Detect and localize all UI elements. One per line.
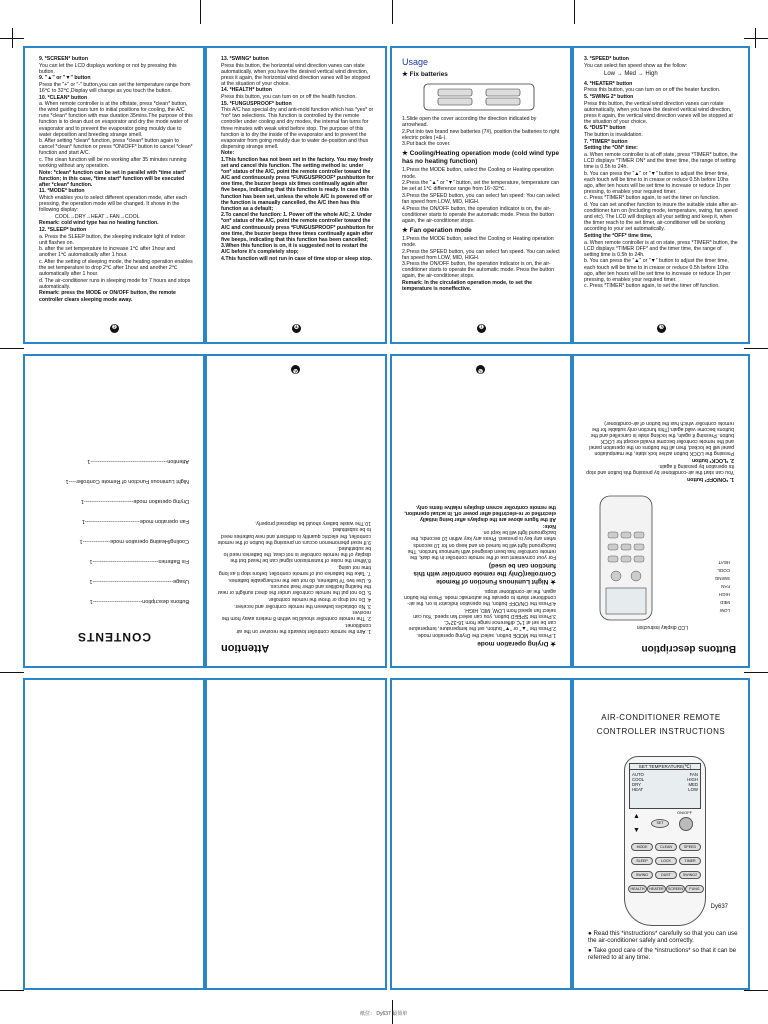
cover-note: ● Take good care of the *instructions* so that it can be referred to at any time. xyxy=(588,947,737,961)
text-line: 5. *SWING 2* button xyxy=(584,93,634,100)
remote-onoff-label: ON/OFF xyxy=(677,810,693,815)
lcd-label: LOW xyxy=(719,608,730,613)
page-number: ❸ xyxy=(658,325,665,331)
remote-onoff-button xyxy=(679,817,693,831)
text-line: 1.Slide open the cover according the direction indicated by arrowhead. xyxy=(402,116,537,129)
text-line: Press this button, you can turn on or off the heater function. xyxy=(584,87,721,94)
battery-diagram xyxy=(404,80,554,114)
cover-title-line1: AIR-CONDITIONER REMOTE xyxy=(601,713,721,722)
page-panel-1 xyxy=(390,46,572,344)
text-line: Remark: cold wind type has no heating function. xyxy=(39,220,159,227)
page-number: ❶ xyxy=(478,325,485,331)
toc-row: Cooling/Heating operation mode---------------1 xyxy=(79,538,189,544)
text-line: 4. *HEATER* button xyxy=(584,80,633,87)
lcd-fan-list xyxy=(687,772,698,792)
print-footer: 纸位： Dy637 最简单 xyxy=(360,1011,408,1017)
crop-mark xyxy=(744,348,768,349)
text-line: 7. Take the batteries out of remote controller, before stop it as long time not using. xyxy=(218,564,371,577)
text-line: a. Press the SLEEP button, the sleeping indicator light of indoor unit flashes on. xyxy=(39,233,186,246)
text-line: Note: *clean* function can be set in parallel with *time start* function; in this case, *time start* function will be executed after *clean* function. xyxy=(39,169,187,188)
crop-mark xyxy=(0,672,24,673)
remote-button: SWING2 xyxy=(679,871,701,879)
text-line: b. after the set temperature to increase 1℃ after 1hour and another 1℃ automatically after 1 hour. xyxy=(39,246,176,259)
crop-mark xyxy=(744,990,768,991)
page-number: ❹ xyxy=(293,325,300,331)
toc-row: Buttons description---------------------------1 xyxy=(89,598,189,604)
text-line: Remark: press the MODE or ON/OFF button, the remote controller clears sleeping mode away. xyxy=(39,290,176,303)
text-line: Press the "+" or "-" button,you can set the temperature range from 16℃ to 32℃,Display will change as you touch the button. xyxy=(39,81,191,94)
text-line: 3.Press the SPEED button, you can select fan speed: You can select fan speed from LOW, MID, HIGH. xyxy=(402,192,560,205)
text-line: Which enables you to select different operation mode, after each pressing, the operation mode will be changed. It shows in the following display: xyxy=(39,195,188,214)
cover-panel xyxy=(572,678,750,990)
cover-note-text: Take good care of the *instructions* so that it can be referred to at any time. xyxy=(588,947,737,961)
text-line: 3. No obstacles between the remote controller and receiver. xyxy=(234,602,371,609)
section-heading: ★ Fan operation mode xyxy=(402,226,472,234)
text-line: 14. *HEALTH* button xyxy=(221,87,272,94)
lcd-label: COOL xyxy=(717,568,730,573)
remote-down-arrow: ▼ xyxy=(633,827,640,834)
blank-panel xyxy=(23,678,205,990)
text-line: All the figure above are the displays after being initially electrified or re-electrified after power off. In actual operation, the remote controller screen displays relative items only. xyxy=(404,504,556,523)
text-line: c. Press *TIMER* button again, to set the timer on function. xyxy=(584,195,720,202)
crop-mark xyxy=(744,38,768,39)
remote-up-arrow: ▲ xyxy=(633,813,640,820)
text-line: 1.Press the MODE button, select the Cooling or Heating operation mode. xyxy=(402,167,554,180)
text-line: Setting the *OFF* time time, xyxy=(584,233,653,240)
rotated-page xyxy=(25,356,203,666)
toc-row: Drying operation mode---------------------------1 xyxy=(80,498,189,504)
contents-title: CONTENTS xyxy=(77,630,151,644)
text-line: 7. *TIMER* button xyxy=(584,138,628,145)
panel-text xyxy=(584,382,734,482)
text-line: For your convenient use of the remote controller in the dark, the remote controller has been designed with luminous function. The background light will be turned on and keep on for 10 seconds when any key is pressed. Press any key within 10 seconds, the background light will be kept on. xyxy=(407,529,556,560)
text-line: 3.When this function is on, it is suggested not to restart the A/C before it's completely stop; xyxy=(221,243,368,256)
lcd-fan: LOW xyxy=(688,787,698,792)
text-line: c. Press *TIMER* button again, to set the timer off function. xyxy=(584,283,720,290)
text-line: The button is invalidation. xyxy=(584,132,643,139)
text-line: 5. Do not put the remote controller under the direct sunlight or near the heating facilities and other heat sources. xyxy=(217,583,371,596)
lcd-label: HEAT xyxy=(718,560,730,565)
remote-button: LOCK xyxy=(655,857,677,865)
panel-text xyxy=(584,56,738,316)
model-number: Dy637 xyxy=(710,904,728,910)
text-line: Press this button, you can turn on or off the health function. xyxy=(221,94,357,101)
lcd-label-list xyxy=(715,558,730,614)
remote-lcd xyxy=(629,763,701,809)
lcd-display-caption: LCD display instruction xyxy=(636,624,688,630)
remote-button: TIMER xyxy=(679,857,701,865)
text-line: COOL→DRY→HEAT→FAN→COOL xyxy=(55,213,140,220)
text-line: 3.Press the SPEED button, you can select fan speed. You can select fan speed from LOW, MID, HIGH. xyxy=(413,606,556,619)
text-line: 3.Put back the cover. xyxy=(402,141,451,148)
text-line: Press this button, the horizontal wind direction vanes can state automatically, when you have the desired vertical wind direction, press it again, the horizontal wind direction vanes will be stopped at the situation of your choice. xyxy=(221,62,371,87)
text-line: a. When remote controller is at off state, press *TIMER* button, the LCD displays *TIMER ON* and the timer time, the range of setting time is 0.5h to 24h. xyxy=(584,151,738,170)
text-line: 11. *MODE* button xyxy=(39,188,85,195)
remote-button: MODE xyxy=(631,843,653,851)
toc-row: Fix Batteries------------------------------------1 xyxy=(89,558,189,564)
text-line: b. You can press the "▲" or "▼" button to adjust the timer time, each touch will be time to in crease or reduce 0.5h before 10hs ago, after ten hours will be set time to increase or reduce 1h per pressing, to enables your required timer. xyxy=(584,258,731,283)
panel-text xyxy=(402,56,560,316)
crop-mark xyxy=(744,672,768,673)
blank-panel xyxy=(390,678,572,990)
text-line: 2.Press the "▲" or "▼" button, set the temperature, temperature can be set at 1℃ difference range from 16~32℃. xyxy=(402,180,560,193)
text-line: You can let the LCD displays working or not by pressing this button. xyxy=(39,62,177,75)
text-line: Low → Med → High xyxy=(604,70,658,77)
rotated-page xyxy=(392,356,570,666)
attention-title: Attention xyxy=(221,642,270,654)
page-panel-3 xyxy=(572,46,750,344)
buttons-description-title: Buttons description xyxy=(641,643,736,654)
text-line: Setting the *ON* time: xyxy=(584,145,638,152)
usage-heading: Usage xyxy=(402,57,429,67)
toc-row: Night Luminous Function of Remote Controller----1 xyxy=(65,478,189,484)
text-line: You can start the air-conditioner by pressing this button and stop its operation by pressing it again. xyxy=(586,463,734,476)
panel-text xyxy=(221,56,375,316)
text-line: 4.Press the ON/OFF button, the operation indicator is on, the air-conditioner starts to operate the automatic mode. Press the button again, the air-conditioner stops. xyxy=(402,205,554,224)
section-heading: ★ Fix batteries xyxy=(402,71,448,78)
lcd-fan: MED xyxy=(688,782,698,787)
section-heading: ★ Night Luminous Function of Remote Controller(Only the remote controller with this function can be used) xyxy=(413,561,556,585)
crop-mark xyxy=(755,28,756,48)
text-line: Note: xyxy=(221,150,235,157)
text-line: 9. "▲" or "▼" button xyxy=(39,75,91,82)
text-line: 4.This function will not run in case of time stop or sleep stop. xyxy=(221,256,373,262)
crop-mark xyxy=(574,0,575,24)
text-line: 4.Press the ON/OFF button, the operation indicator is on, the air-conditioner starts to operate the automatic mode. Press the button again, the air-conditioner stops. xyxy=(404,587,556,607)
rotated-page xyxy=(574,356,748,666)
text-line: b. You can press the "▲" or "▼" button to adjust the timer time, each touch will be time to in crease or reduce 0.5h before 10hs ago, after ten hours will be set time to increase or reduce 1h per pressing, to enables your required timer. xyxy=(584,170,731,195)
text-line: 1. *ON/OFF* button xyxy=(687,476,734,482)
text-line: 6. Use two 7# batteries, do not use the rechargeable batteries. xyxy=(227,576,371,583)
text-line: 1.Press the MODE button, select the Drying operation mode. xyxy=(416,632,556,638)
page-panel-contents xyxy=(23,354,205,668)
section-heading: ★ Cooling/Heating operation mode (cold wind type has no heating function) xyxy=(402,150,560,166)
section-heading: ★ Drying operation mode xyxy=(477,640,556,647)
text-line: 8.When the noise of transmission signal can be heard but the display of the remote controller is not clear, the batteries need to be substituted. xyxy=(223,545,371,564)
text-line: 9.If reset phenomenon occurs on pressing the button of the remote controller, the electric quantity is deficient and new batteries need to be substituted. xyxy=(217,526,371,545)
blank-panel xyxy=(205,678,387,990)
lcd-label: FAN xyxy=(721,584,730,589)
text-line: c. The clean function will be no working after 35 minutes running working without any operation. xyxy=(39,157,187,170)
page-number: ❷ xyxy=(111,325,118,331)
cover-note-text: Read this *instructions* carefully so that you can use the air-conditioner safely and correctly. xyxy=(588,930,738,944)
text-line: Remark: In the circulation operation mode, to set the temperature is noneffective. xyxy=(402,279,532,293)
panel-text xyxy=(39,56,193,316)
remote-button: SLEEP xyxy=(631,857,653,865)
remote-button: DUST xyxy=(655,871,677,879)
remote-button: HEALTH xyxy=(628,885,647,893)
text-line: 1. Aim the remote controller towards the receiver on the air conditioner. xyxy=(236,621,371,634)
text-line: 10. *CLEAN* button xyxy=(39,94,88,101)
page-panel-buttons xyxy=(572,354,750,668)
crop-mark xyxy=(392,0,393,24)
cover-title-line2: CONTROLLER INSTRUCTIONS xyxy=(596,727,726,736)
remote-button: HEATER xyxy=(647,885,666,893)
text-line: 2. The remote controller should be within 8 meters away from the receiver. xyxy=(221,609,371,622)
toc-row: Attention------------------------------------------1 xyxy=(87,458,189,464)
text-line: b. After setting *clean* function, press *clean* button again to cancel *clean* function or press *ON/OFF* button to cancel *clean* function and start A/C. xyxy=(39,138,193,157)
page-number: ❺ xyxy=(477,367,484,373)
page-panel-4 xyxy=(205,46,387,344)
crop-mark xyxy=(0,348,24,349)
text-line: 2. *LOCK* button xyxy=(691,456,734,463)
remote-diagram xyxy=(596,492,656,622)
remote-button: CLEAN xyxy=(655,843,677,851)
text-line: You can select fan speed show as the follow: xyxy=(584,62,688,69)
lcd-label: HIGH xyxy=(718,592,730,597)
page-panel-2 xyxy=(23,46,205,344)
text-line: This A/C has special dry and anti-mold function which has *yes* or *no* two selections. This function is controlled by the remote controller under cooling and dry modes, the internal fan turns for three minutes with weak wind before stop. The purpose of this function is to dry the inside of the evaporator and to prevent the evaporator from going mouldy due to water de-position and thus dispersing strange smell. xyxy=(221,107,374,150)
panel-text xyxy=(402,382,556,650)
lcd-mode: DRY xyxy=(632,782,641,787)
crop-mark xyxy=(12,28,13,48)
crop-mark xyxy=(200,0,201,24)
lcd-label: MED xyxy=(720,600,730,605)
text-line: 10.The waste battery should be disposed properly. xyxy=(255,519,371,526)
text-line: a. When remote controller is at the offstate, press *clean* button, the wind guiding bars turn to initial positions for cooling, the A/C runs *clean* function with max duration 35mins.The purpose of this function is to clean dust on evaporator and dry the mode water of evaporator and to prevent the evaporator going mouldy due to water deposition and breeding strange smell. xyxy=(39,101,193,138)
text-line: 2.Put into two brand new batteries (7#), position the batteries to right electric poles (+&-). xyxy=(402,128,560,141)
lcd-fan: HIGH xyxy=(687,777,698,782)
lcd-set-temperature-label: SET TEMPERATURE(℃) xyxy=(630,764,700,770)
lcd-mode: AUTO xyxy=(632,772,644,777)
text-line: 3. *SPEED* button xyxy=(584,56,629,62)
text-line: a. When remote controller is at on state, press *TIMER* button, the LCD displays *TIMER OFF* and the timer time, the range of setting time is 0.5h to 24h. xyxy=(584,239,738,258)
cover-note: ● Read this *instructions* carefully so that you can use the air-conditioner safely and correctly. xyxy=(588,930,738,944)
text-line: 1.This function has not been set in the factory. You may freely set and cancel this function. The setting method is: under *on* status of the A/C, point the remote controller toward the A/C and continuously press *FUNGUSPROOF* pushbutton for one time, the buzzer beeps six times continually again after five beeps, indicating that this function is ready. In case this function has been set, unless the whole A/C is powered off or the function is manually cancelled, the A/C then has this function as a default; xyxy=(221,157,374,212)
remote-controller-illustration xyxy=(624,756,706,926)
text-line: Press this button, the vertical wind direction vanes can rotate automatically, when you have the desired vertical wind direction, press it again, the vertical wind direction vanes will be stopped at the situation of your choice. xyxy=(584,100,733,125)
remote-button: SCREEN xyxy=(666,885,685,893)
text-line: d. The air-conditioner runs in sleeping mode for 7 hours and stops automatically. xyxy=(39,277,191,290)
text-line: d. You can set another function to insure the suitable state after air-conditioner turn on (including mode, temperature, swing, fan speed and etc). The LCD will displays all your setting and keep it, when the timer reach to the set timer, air-conditioner will be working according to your set automatically. xyxy=(584,202,738,233)
text-line: 12. *SLEEP* button xyxy=(39,227,87,234)
rotated-page xyxy=(207,356,385,666)
panel-text xyxy=(217,382,371,634)
remote-button: SPEED xyxy=(679,843,701,851)
text-line: Pressing the LOCK button active lock state, the manipulation panel will be locked, then all the buttons on the operation panel and the remote controller become invalid except for LOCK button. Pressing it again, the locking state is cancelled and the buttons become valid again.(This function only suitable for the remote controller which has the button of air-conditioner) xyxy=(589,419,734,457)
text-line: 2.Press the SPEED button, you can select fan speed. You can select fan speed from LOW, MID, HIGH. xyxy=(402,248,560,261)
text-line: 15. *FUNGUSPROOF* button xyxy=(221,100,292,107)
crop-mark xyxy=(0,990,24,991)
text-line: 2.To cancel the function: 1. Power off the whole A/C; 2. Under *on* status of the A/C, point the remote controller toward the A/C and continuously press *FUNGUSPROOF* pushbutton for one time, the buzzer beeps three times continually again after five beeps, indicating that this function has been cancelled; xyxy=(221,212,374,243)
text-line: 6. *DUST* button xyxy=(584,125,626,132)
cover-notes xyxy=(588,930,740,964)
text-line: 13. *SWING* button xyxy=(221,56,269,62)
lcd-mode-list xyxy=(632,772,644,792)
page-panel-6 xyxy=(205,354,387,668)
text-line: 4. Do not drop or throw the remote controller. xyxy=(267,596,371,603)
lcd-mode: COOL xyxy=(632,777,645,782)
text-line: c. After the setting of sleeping mode, the heating operation enables the set temperature to drop 2℃ after 1hour and another 2℃ automatically after 1 hour. xyxy=(39,259,193,278)
text-line: Note: xyxy=(542,522,556,529)
text-line: 9. *SCREEN* button xyxy=(39,56,88,62)
text-line: 2.Press the "▲" or "▼" button, set the temperature, temperature can be set at 1℃ difference range from 16-32℃. xyxy=(408,619,556,632)
lcd-label: SWING xyxy=(714,576,730,581)
toc-row: Usage--------------------------------------------1 xyxy=(89,578,189,584)
remote-button: SWING xyxy=(631,871,653,879)
remote-set-button: SET xyxy=(651,819,669,828)
page-panel-5 xyxy=(390,354,572,668)
toc-row: Fan operation mode------------------------------1 xyxy=(81,518,189,524)
page-number: ❻ xyxy=(292,367,299,373)
remote-button: FUNG xyxy=(685,885,704,893)
text-line: 1.Press the MODE button, select the Cooling or Heating operation mode. xyxy=(402,235,554,248)
lcd-fan: FAN xyxy=(689,772,698,777)
text-line: 3.Press the ON/OFF button, the operation indicator is on, the air-conditioner starts to operate the automatic mode. Press the button again, the air-conditioner stops. xyxy=(402,261,554,280)
lcd-mode: HEAT xyxy=(632,787,644,792)
